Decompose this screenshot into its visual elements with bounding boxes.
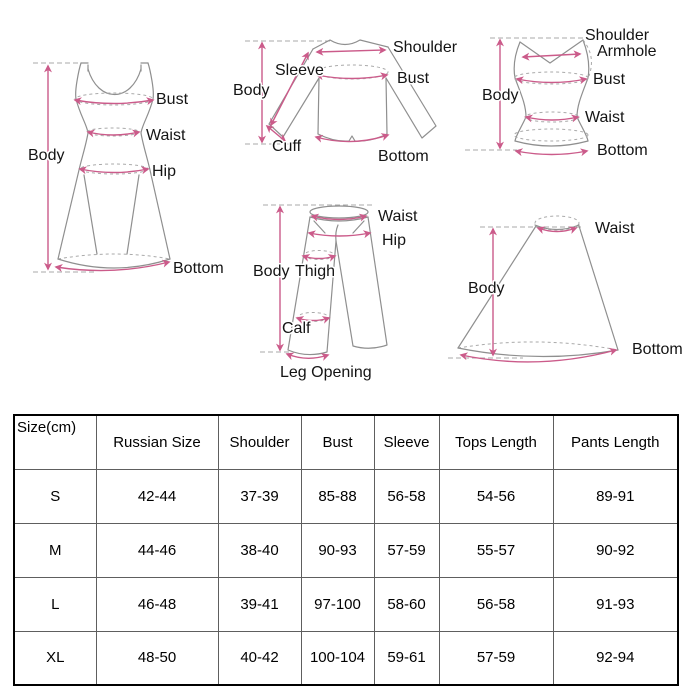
vest-body-label: Body	[482, 87, 519, 104]
table-cell: 59-61	[374, 631, 439, 685]
dress-body-label: Body	[28, 147, 65, 164]
size-row-xl	[14, 631, 678, 685]
dress-bust-label: Bust	[156, 91, 189, 108]
dress-waist-label: Waist	[146, 127, 186, 144]
vest-waist-label: Waist	[585, 109, 625, 126]
skirt-diagram	[440, 198, 692, 365]
size-row-l	[14, 577, 678, 631]
pants-leg-opening-label: Leg Opening	[280, 364, 372, 381]
table-header-pants-length: Pants Length	[553, 415, 678, 469]
table-cell: 46-48	[96, 577, 218, 631]
skirt-bottom-label: Bottom	[632, 341, 683, 358]
table-cell: 56-58	[374, 469, 439, 523]
table-cell: 90-93	[301, 523, 374, 577]
size-row-m	[14, 523, 678, 577]
table-header-bust: Bust	[301, 415, 374, 469]
table-header-shoulder: Shoulder	[218, 415, 301, 469]
table-cell: S	[14, 469, 96, 523]
pants-body-label: Body	[253, 263, 290, 280]
skirt-body-label: Body	[468, 280, 505, 297]
pants-waist-label: Waist	[378, 208, 418, 225]
table-cell: 56-58	[439, 577, 553, 631]
table-cell: 38-40	[218, 523, 301, 577]
table-cell: 89-91	[553, 469, 678, 523]
table-cell: 92-94	[553, 631, 678, 685]
table-cell: 85-88	[301, 469, 374, 523]
table-cell: 42-44	[96, 469, 218, 523]
table-cell: 57-59	[374, 523, 439, 577]
size-row-s	[14, 469, 678, 523]
pants-diagram	[230, 192, 475, 390]
pants-hip-label: Hip	[382, 232, 407, 249]
table-cell: 39-41	[218, 577, 301, 631]
vest-diagram	[465, 10, 692, 170]
table-cell: 40-42	[218, 631, 301, 685]
vest-bottom-label: Bottom	[597, 142, 648, 159]
dress-hip-label: Hip	[152, 163, 177, 180]
top-diagram	[230, 15, 480, 170]
size-table-header-row	[14, 415, 678, 469]
dress-guides	[33, 63, 97, 272]
top-arrows	[262, 43, 388, 142]
table-cell: 57-59	[439, 631, 553, 685]
top-sleeve-label: Sleeve	[275, 62, 324, 79]
table-cell: 54-56	[439, 469, 553, 523]
table-cell: 97-100	[301, 577, 374, 631]
size-table	[13, 414, 679, 686]
table-cell: M	[14, 523, 96, 577]
top-cuff-label: Cuff	[272, 138, 302, 155]
table-cell: XL	[14, 631, 96, 685]
table-header-size: Size(cm)	[14, 415, 96, 469]
table-cell: 58-60	[374, 577, 439, 631]
table-cell: 37-39	[218, 469, 301, 523]
vest-bust-label: Bust	[593, 71, 626, 88]
table-header-sleeve: Sleeve	[374, 415, 439, 469]
table-cell: 91-93	[553, 577, 678, 631]
skirt-waist-label: Waist	[595, 220, 635, 237]
table-header-tops-length: Tops Length	[439, 415, 553, 469]
top-shoulder-label: Shoulder	[393, 39, 458, 56]
vest-shoulder-label: Shoulder	[585, 27, 650, 44]
table-header-russian-size: Russian Size	[96, 415, 218, 469]
top-bottom-label: Bottom	[378, 148, 429, 165]
pants-thigh-label: Thigh	[295, 263, 336, 280]
table-cell: 44-46	[96, 523, 218, 577]
pants-calf-label: Calf	[282, 320, 311, 337]
dress-diagram	[0, 45, 230, 290]
top-body-label: Body	[233, 82, 270, 99]
table-cell: L	[14, 577, 96, 631]
vest-armhole-label: Armhole	[597, 43, 657, 60]
table-cell: 90-92	[553, 523, 678, 577]
dress-bottom-label: Bottom	[173, 260, 224, 277]
table-cell: 55-57	[439, 523, 553, 577]
table-cell: 48-50	[96, 631, 218, 685]
top-bust-label: Bust	[397, 70, 430, 87]
table-cell: 100-104	[301, 631, 374, 685]
